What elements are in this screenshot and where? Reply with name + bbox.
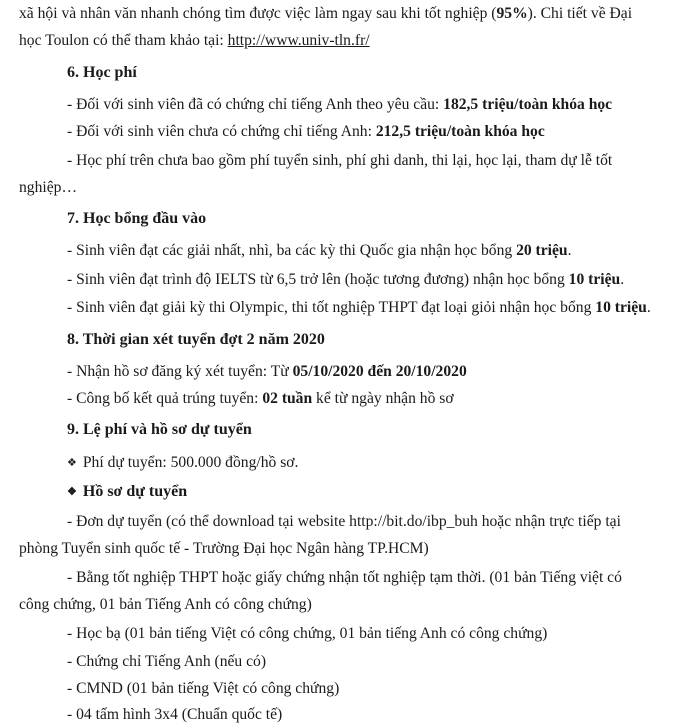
scholarship-period: . (620, 271, 625, 288)
tuition-value: 212,5 triệu/toàn khóa học (375, 123, 545, 140)
diamond-bullet-icon: ❖ (67, 486, 77, 498)
docs-item-4: - Chứng chỉ Tiếng Anh (nếu có) (67, 653, 267, 670)
tuition-note-line-2: nghiệp… (19, 179, 78, 196)
scholarship-period: . (646, 299, 651, 316)
schedule-label: - Công bố kết quả trúng tuyển: (67, 390, 263, 407)
docs-item-2-line-1: - Bằng tốt nghiệp THPT hoặc giấy chứng nhận tốt nghiệp tạm thời. (01 bản Tiếng việt có (67, 569, 622, 586)
tuition-label: - Đối với sinh viên đã có chứng chỉ tiếng Anh theo yêu cầu: (67, 96, 444, 113)
docs-item-5: - CMND (01 bản tiếng Việt có công chứng) (67, 680, 340, 697)
scholarship-value: 10 triệu (568, 271, 621, 288)
tuition-note-line-1: - Học phí trên chưa bao gồm phí tuyển sinh, phí ghi danh, thi lại, học lại, tham dự lễ tốt (67, 152, 613, 169)
tuition-item-2 (67, 122, 545, 142)
docs-title: Hồ sơ dự tuyển (82, 483, 188, 500)
section-6-title: 6. Học phí (67, 64, 137, 81)
tuition-label: - Đối với sinh viên chưa có chứng chỉ tiếng Anh: (67, 123, 376, 140)
docs-item-6: - 04 tấm hình 3x4 (Chuẩn quốc tế) (67, 706, 283, 723)
intro-text-end: ). Chi tiết về Đại (527, 5, 633, 22)
scholarship-item-2 (67, 270, 624, 290)
intro-line-2 (19, 31, 370, 51)
schedule-item-2 (67, 389, 454, 409)
schedule-item-1 (67, 362, 467, 382)
docs-item-2-line-2: công chứng, 01 bản Tiếng Anh có công chứng) (19, 596, 312, 613)
schedule-duration: 02 tuần (262, 390, 313, 407)
fee-item (67, 453, 298, 474)
section-9-title: 9. Lệ phí và hồ sơ dự tuyển (67, 421, 252, 438)
tuition-item-1 (67, 95, 612, 115)
scholarship-label: - Sinh viên đạt các giải nhất, nhì, ba các kỳ thi Quốc gia nhận học bổng (67, 242, 517, 259)
tuition-value: 182,5 triệu/toàn khóa học (443, 96, 613, 113)
diamond-bullet-icon: ❖ (67, 457, 77, 469)
docs-item-3: - Học bạ (01 bản tiếng Việt có công chứng, 01 bản tiếng Anh có công chứng) (67, 625, 548, 642)
intro-line-1 (19, 4, 632, 24)
docs-item-1-line-2: phòng Tuyển sinh quốc tế - Trường Đại học Ngân hàng TP.HCM) (19, 540, 429, 557)
section-8-title: 8. Thời gian xét tuyển đợt 2 năm 2020 (67, 331, 325, 348)
schedule-label: - Nhận hồ sơ đăng ký xét tuyển: Từ (67, 363, 293, 380)
scholarship-label: - Sinh viên đạt giải kỳ thi Olympic, thi tốt nghiệp THPT đạt loại giỏi nhận học bổng (67, 299, 596, 316)
scholarship-label: - Sinh viên đạt trình độ IELTS từ 6,5 trở lên (hoặc tương đương) nhận học bổng (67, 271, 569, 288)
docs-heading (67, 482, 187, 503)
scholarship-item-1 (67, 241, 572, 261)
univ-link[interactable]: http://www.univ-tln.fr/ (227, 32, 370, 49)
fee-text: Phí dự tuyển: 500.000 đồng/hồ sơ. (82, 454, 299, 471)
docs-item-1-line-1: - Đơn dự tuyển (có thể download tại website http://bit.do/ibp_buh hoặc nhận trực tiếp tại (67, 513, 621, 530)
scholarship-value: 20 triệu (516, 242, 568, 259)
intro-percent: 95% (496, 5, 528, 22)
scholarship-item-3 (67, 298, 651, 318)
intro-text: xã hội và nhân văn nhanh chóng tìm được việc làm ngay sau khi tốt nghiệp ( (19, 5, 497, 22)
schedule-text: kể từ ngày nhận hồ sơ (312, 390, 454, 407)
scholarship-period: . (567, 242, 572, 259)
intro-ref-text: học Toulon có thể tham khảo tại: (19, 32, 228, 49)
section-7-title: 7. Học bổng đầu vào (67, 210, 207, 227)
scholarship-value: 10 triệu (595, 299, 647, 316)
schedule-dates: 05/10/2020 đến 20/10/2020 (292, 363, 467, 380)
